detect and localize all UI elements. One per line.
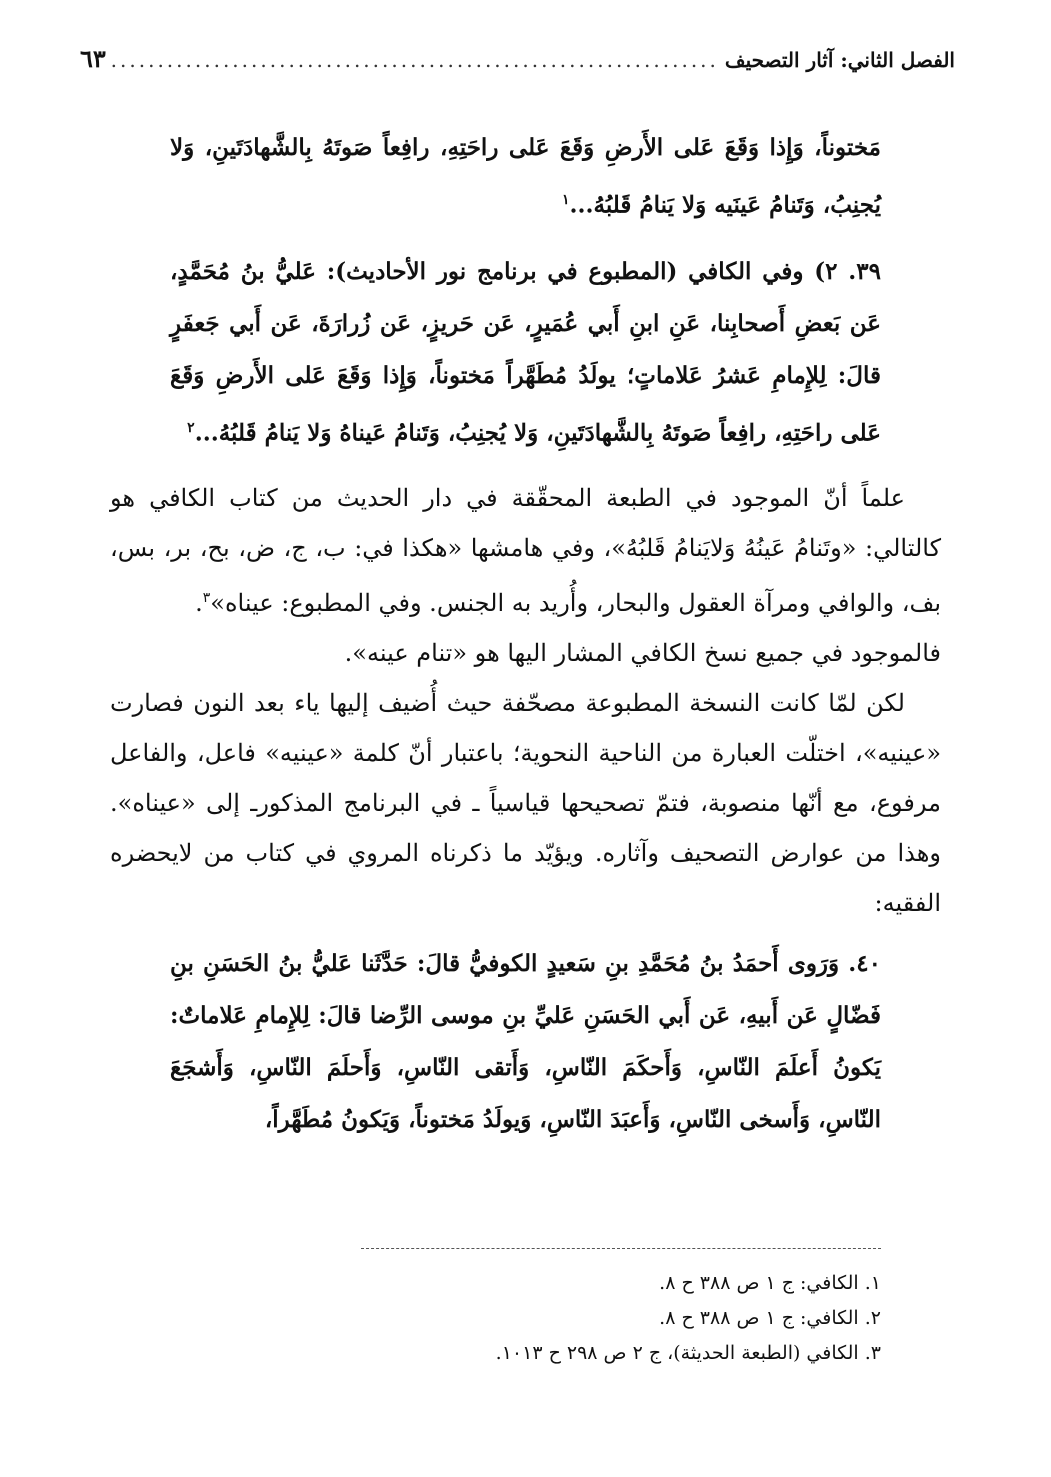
footnote-ref[interactable]: ٢ (187, 419, 195, 436)
footnotes (120, 1266, 881, 1371)
paragraph-text: لكن لمّا كانت النسخة المطبوعة مصحّفة حيث أُضيف إليها ياء بعد النون فصارت «عينيه»، اختلّت العبارة من الناحية النحوية؛ باعتبار أنّ كلمة «عينيه» فاعل، والفاعل مرفوع، مع أنّها منصوبة، فتمّ تصحيحها قياسياً ـ في البرنامج المذكورـ إلى «عيناه». وهذا من عوارض التصحيف وآثاره. ويؤيّد ما ذكرناه المروي في كتاب من لايحضره الفقيه: (110, 689, 941, 918)
page-body (110, 122, 941, 1160)
hadith-quote-3 (170, 938, 881, 1146)
footnote: ١. الكافي: ج ١ ص ٣٨٨ ح ٨. (659, 1272, 881, 1294)
paragraph-text: فالموجود في جميع نسخ الكافي المشار اليها هو «تنام عينه». (344, 639, 941, 668)
hadith-quote-2 (170, 246, 881, 460)
quote-text: مَختوناً، وَإِذا وَقَعَ عَلى الأَرضِ وَقَعَ عَلى راحَتِهِ، رافِعاً صَوتَهُ بِالشَّهادَتَينِ، وَلا يُجنِبُ، وَتَنامُ عَينَيه وَلا يَنامُ قَلبُهُ... (170, 134, 881, 219)
footnote-separator (361, 1248, 881, 1249)
paragraph-tail: . (195, 589, 203, 618)
paragraph (110, 628, 941, 678)
page-number: ٦٣ (80, 44, 106, 73)
hadith-quote-1 (170, 122, 881, 232)
quote-text: ٣٩. ٢) وفي الكافي (المطبوع في برنامج نور الأحاديث): عَليُّ بنُ مُحَمَّدٍ، عَن بَعضِ أَصحابِنا، عَنِ ابنِ أَبي عُمَيرٍ، عَن حَريزٍ، عَن زُرارَةَ، عَن أَبي جَعفَرٍ‏ قالَ: لِلإِمامِ عَشرُ عَلاماتٍ؛ يولَدُ مُطَهَّراً مَختوناً، وَإِذا وَقَعَ عَلى الأَرضِ وَقَعَ عَلى راحَتِهِ، رافِعاً صَوتَهُ بِالشَّهادَتَينِ، وَلا يُجنِبُ، وَتَنامُ عَيناهُ وَلا يَنامُ قَلبُهُ... (170, 257, 881, 447)
leader-dots (112, 48, 719, 72)
footnote: ٢. الكافي: ج ١ ص ٣٨٨ ح ٨. (659, 1307, 881, 1329)
quote-text: ٤٠. وَرَوى أَحمَدُ بنُ مُحَمَّدِ بنِ سَعيدٍ الكوفيُّ قالَ: حَدَّثَنا عَليُّ بنُ الحَسَنِ بنِ فَضّالٍ عَن أَبيهِ، عَن أَبي الحَسَنِ عَليِّ بنِ موسى الرِّضا‏ قالَ: لِلإِمامِ عَلاماتٌ: يَكونُ أَعلَمَ النّاسِ، وَأَحكَمَ النّاسِ، وَأَتقى النّاسِ، وَأَحلَمَ النّاسِ، وَأَشجَعَ النّاسِ، وَأَسخى النّاسِ، وَأَعبَدَ النّاسِ، وَيولَدُ مَختوناً، وَيَكونُ مُطَهَّراً، (170, 950, 881, 1134)
paragraph (110, 678, 941, 928)
footnote: ٣. الكافي (الطبعة الحديثة)، ج ٢ ص ٢٩٨ ح ١٠١٣. (495, 1342, 881, 1364)
paragraph-text: علماً أنّ الموجود في الطبعة المحقّقة في دار الحديث من كتاب الكافي هو كالتالي: «وتَنامُ عَينُهُ وَلايَنامُ قَلبُهُ»، وفي هامشها «هكذا في: ب، ج، ض، بح، بر، بس، بف، والوافي ومرآة العقول والبحار، وأُريد به الجنس. وفي المطبوع: عيناه» (110, 484, 941, 618)
footnote-ref[interactable]: ١ (561, 192, 570, 208)
running-header (80, 44, 955, 73)
paragraph (110, 473, 941, 628)
chapter-title: الفصل الثاني: آثار التصحيف (724, 48, 955, 72)
footnote-ref[interactable]: ٣ (202, 590, 211, 607)
